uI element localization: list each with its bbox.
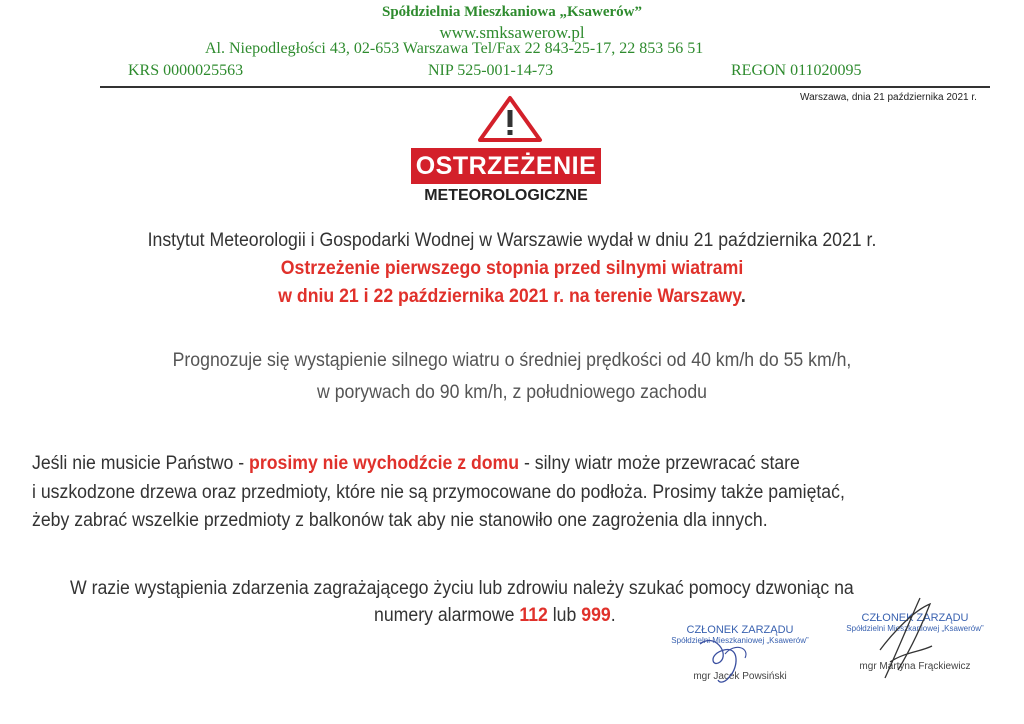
address-text: Al. Niepodległości 43, 02-653 Warszawa Tel/Fax 22 843-25-17, 22 853 56 51 [205, 40, 704, 57]
emergency-text-mid: lub [547, 605, 582, 626]
intro-text: Instytut Meteorologii i Gospodarki Wodnej w Warszawie wydał w dniu 21 października 2021 r. [147, 230, 877, 251]
forecast-line-1: Prognozuje się wystąpienie silnego wiatru o średniej prędkości od 40 km/h do 55 km/h, [172, 350, 852, 371]
advice-text-post: - silny wiatr może przewracać stare [519, 453, 800, 474]
warning-triangle-icon [477, 94, 543, 144]
stamp-1-name: mgr Jacek Powsiński [693, 671, 787, 682]
emergency-text-pre: numery alarmowe [374, 605, 520, 626]
alert-line-2 [36, 286, 988, 308]
emergency-line-1: W razie wystąpienia zdarzenia zagrażającego życiu lub zdrowiu należy szukać pomocy dzwoniąc na [70, 578, 854, 599]
stamp-2-name: mgr Martyna Frąckiewicz [859, 661, 971, 672]
advice-text-pre: Jeśli nie musicie Państwo - [32, 453, 250, 474]
stamp-1-org: Spółdzielni Mieszkaniowej „Ksawerów” [671, 636, 809, 645]
forecast-line-2: w porywach do 90 km/h, z południowego zachodu [317, 382, 707, 403]
regon-number: REGON 011020095 [731, 62, 862, 79]
header-divider [100, 86, 990, 88]
warning-subtitle: METEOROLOGICZNE [424, 187, 588, 204]
handwritten-signature-2 [860, 590, 950, 690]
stamp-2-org: Spółdzielni Mieszkaniowej „Ksawerów” [846, 624, 984, 633]
alert-line-2-text: w dniu 21 i 22 października 2021 r. na terenie Warszawy [278, 286, 741, 307]
emergency-number-999: 999 [581, 605, 611, 626]
advice-line-3: żeby zabrać wszelkie przedmioty z balkonów tak aby nie stanowiło one zagrożenia dla innych. [32, 510, 768, 531]
stamp-2-role: CZŁONEK ZARZĄDU [861, 612, 969, 624]
website-text: www.smksawerow.pl [439, 23, 585, 42]
alert-line-2-period: . [740, 286, 746, 307]
advice-line-2: i uszkodzone drzewa oraz przedmioty, które nie są przymocowane do podłoża. Prosimy także pamiętać, [32, 482, 845, 503]
warning-badge: OSTRZEŻENIE [411, 148, 601, 184]
emergency-number-112: 112 [519, 605, 548, 626]
advice-highlight: prosimy nie wychodźcie z domu [249, 453, 520, 474]
emergency-line-2 [374, 605, 616, 627]
stamp-1-role: CZŁONEK ZARZĄDU [686, 624, 794, 636]
nip-number: NIP 525-001-14-73 [428, 62, 554, 79]
emergency-text-end: . [610, 605, 616, 626]
alert-line-1: Ostrzeżenie pierwszego stopnia przed silnymi wiatrami [280, 258, 744, 279]
advice-line-1 [32, 453, 925, 475]
krs-number: KRS 0000025563 [128, 62, 244, 79]
handwritten-signature-1 [690, 624, 780, 688]
organization-name: Spółdzielnia Mieszkaniowa „Ksawerów” [381, 4, 642, 20]
date-line: Warszawa, dnia 21 października 2021 r. [800, 92, 977, 103]
